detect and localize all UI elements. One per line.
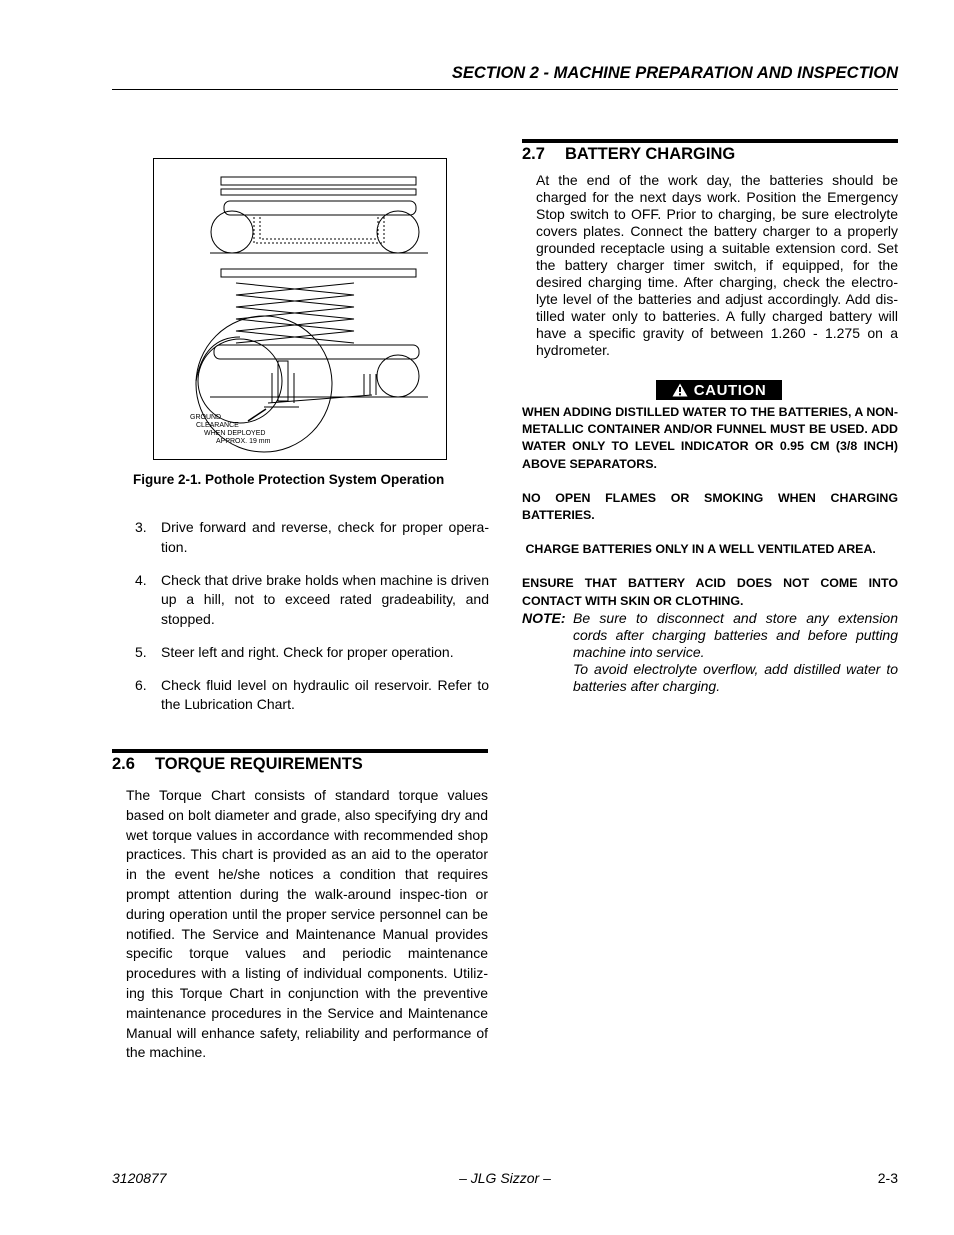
pothole-protection-figure (153, 158, 447, 460)
list-item (135, 571, 489, 630)
step-number: 5. (135, 643, 147, 660)
section-header-title: SECTION 2 - MACHINE PREPARATION AND INSPECTION (451, 64, 898, 82)
figure-label-clearance: CLEARANCE (196, 422, 239, 429)
inspection-steps (135, 518, 489, 728)
note-line: To avoid electrolyte overflow, add distilled water to batteries after charging. (573, 661, 898, 694)
step-number: 6. (135, 676, 147, 693)
pothole-diagram (154, 159, 446, 459)
note-line: Be sure to disconnect and store any extension cords after charging batteries and before putting machine into service. (573, 610, 898, 660)
section-number: 2.7 (522, 145, 545, 163)
list-item (135, 518, 489, 557)
section-2-7-body: At the end of the work day, the batteries should be charged for the next days work. Position the Emergency Stop switch to OFF. Prior to charging, be sure electrolyte covers plates. Connect the battery charger to a properly grounded receptacle using a suitable extension cord. Set the battery charger timer switch, if equipped, for the desired charging time. After charging, check the electro-lyte level of the batteries and adjust accordingly. Add dis-tilled water only to batteries. A fully charged battery will have a specific gravity of between 1.260 - 1.275 on a hydrometer. (536, 172, 898, 358)
caution-item: NO OPEN FLAMES OR SMOKING WHEN CHARGING BATTERIES. (522, 490, 898, 523)
warning-icon (672, 383, 688, 397)
figure-label-when-deployed: WHEN DEPLOYED (204, 430, 266, 437)
footer-document-number: 3120877 (112, 1170, 167, 1186)
list-item (135, 676, 489, 715)
section-2-6-rule (112, 749, 488, 753)
figure-label-ground: GROUND (190, 414, 222, 421)
header-rule (112, 89, 898, 90)
section-2-6-heading (112, 755, 363, 774)
figure-caption: Figure 2-1. Pothole Protection System Operation (133, 472, 445, 487)
note-label: NOTE: (522, 610, 566, 626)
caution-list (522, 404, 898, 627)
caution-item: CHARGE BATTERIES ONLY IN A WELL VENTILATED AREA. (522, 542, 876, 557)
caution-item: ENSURE THAT BATTERY ACID DOES NOT COME INTO CONTACT WITH SKIN OR CLOTHING. (522, 576, 898, 608)
footer-page-number: 2-3 (877, 1170, 898, 1186)
figure-label-approx: APPROX. 19 mm (216, 438, 271, 445)
section-2-7-heading (522, 145, 735, 164)
section-2-7-rule (522, 139, 898, 143)
step-number: 3. (135, 519, 147, 535)
step-text: Check that drive brake holds when machine is driven up a hill, not to exceed rated gradeability, and stopped. (161, 571, 489, 627)
footer-manual-title: – JLG Sizzor – (459, 1170, 551, 1186)
caution-item: WHEN ADDING DISTILLED WATER TO THE BATTERIES, A NON-METALLIC CONTAINER AND/OR FUNNEL MUST BE USED. ADD WATER ONLY TO LEVEL INDICATOR OR 0.95 CM (3/8 INCH) ABOVE SEPARATORS. (522, 405, 898, 471)
caution-badge (656, 380, 782, 400)
step-number: 4. (135, 571, 147, 588)
section-title: BATTERY CHARGING (565, 145, 736, 163)
list-item (135, 643, 489, 663)
step-text: Drive forward and reverse, check for proper opera-tion. (161, 519, 489, 555)
step-text: Check fluid level on hydraulic oil reservoir. Refer to the Lubrication Chart. (161, 676, 489, 712)
caution-label: CAUTION (693, 381, 767, 399)
note-block (522, 610, 898, 695)
section-title: TORQUE REQUIREMENTS (155, 755, 363, 773)
section-2-6-body: The Torque Chart consists of standard torque values based on bolt diameter and grade, also specifying dry and wet torque values in accordance with recommended shop practices. This chart is provided as an aid to the operator in the event he/she notices a condition that requires prompt attention during the walk-around inspec-tion or during operation until the proper service personnel can be notified. The Service and Maintenance Manual provides specific torque values and periodic maintenance procedures with a listing of individual components. Utiliz-ing this Torque Chart in conjunction with the preventive maintenance procedures in the Service and Maintenance Manual will enhance safety, reliability and performance of the machine. (126, 787, 488, 1061)
note-body (573, 610, 898, 695)
step-text: Steer left and right. Check for proper operation. (161, 643, 454, 660)
section-number: 2.6 (112, 755, 135, 773)
